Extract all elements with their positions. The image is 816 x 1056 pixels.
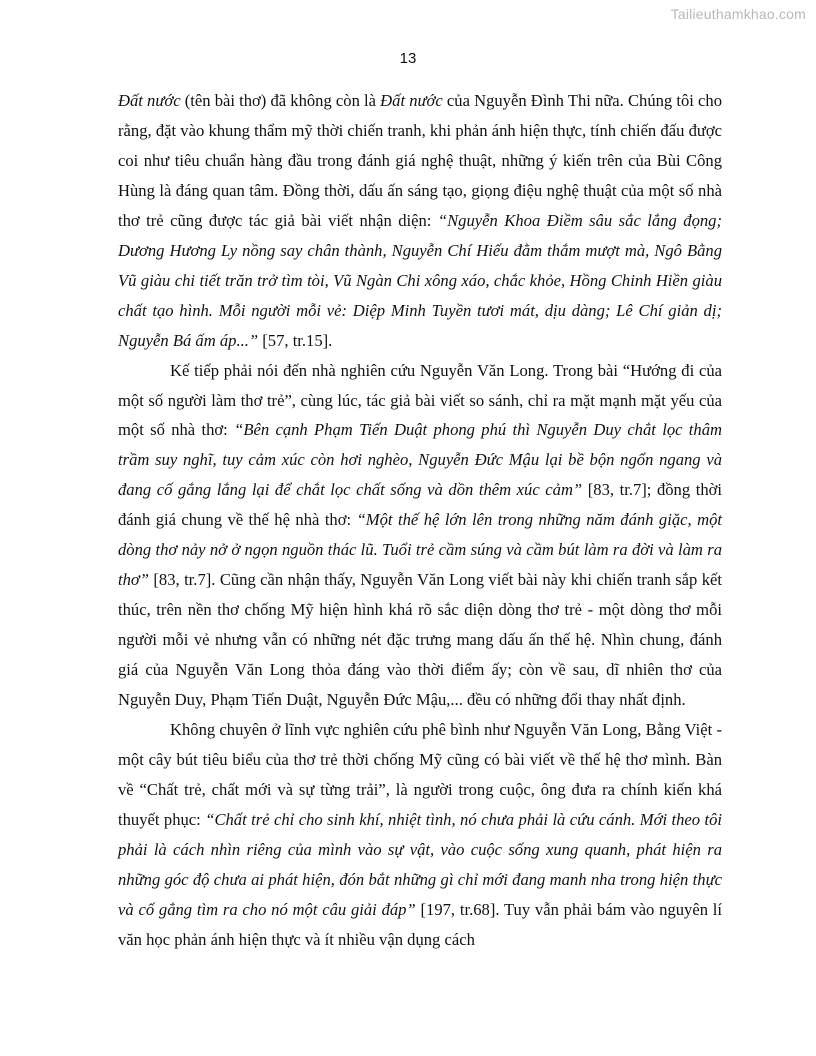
paragraph-1 (118, 86, 722, 356)
body-text (118, 86, 722, 955)
text-run: [197, tr.68]. Tuy vẫn phải bám vào nguyên lí văn học phản ánh hiện thực và ít nhiều vận dụng cách (118, 899, 723, 949)
page-number: 13 (399, 50, 417, 67)
text-run: (tên bài thơ) đã không còn là (180, 91, 381, 110)
quote-run: “Nguyễn Khoa Điềm sâu sắc lắng đọng; Dương Hương Ly nồng say chân thành, Nguyễn Chí Hiếu đằm thắm mượt mà, Ngô Bằng Vũ giàu chi tiết trăn trở tìm tòi, Vũ Ngàn Chi xông xáo, chắc khỏe, Hồng Chinh Hiền giàu chất tạo hình. Mỗi người mỗi vẻ: Diệp Minh Tuyền tươi mát, dịu dàng; Lê Chí giản dị; Nguyễn Bá ấm áp...” (118, 210, 722, 350)
paragraph-2 (118, 356, 722, 715)
quote-run: “Bên cạnh Phạm Tiến Duật phong phú thì Nguyễn Duy chắt lọc thâm trầm suy nghĩ, tuy cảm xúc còn hơi nghèo, Nguyễn Đức Mậu lại bề bộn ngổn ngang và đang cố gắng lắng lại để chắt lọc chất sống và dồn thêm xúc cảm” (118, 420, 722, 500)
text-run: [83, tr.7]; đồng thời đánh giá chung về thế hệ nhà thơ: (118, 480, 722, 530)
text-run: Đất nước (118, 91, 181, 110)
text-run: của Nguyễn Đình Thi nữa. Chúng tôi cho rằng, đặt vào khung thẩm mỹ thời chiến tranh, khi phản ánh hiện thực, tính chiến đấu được coi như tiêu chuẩn hàng đầu trong đánh giá nghệ thuật, những ý kiến trên của Bùi Công Hùng là đáng quan tâm. Đồng thời, dấu ấn sáng tạo, giọng điệu nghệ thuật của một số nhà thơ trẻ cũng được tác giả bài viết nhận diện: (118, 91, 723, 230)
watermark: Tailieuthamkhao.com (670, 6, 806, 22)
text-run: [83, tr.7]. Cũng cần nhận thấy, Nguyễn Văn Long viết bài này khi chiến tranh sắp kết thúc, trên nền thơ chống Mỹ hiện hình khá rõ sắc diện dòng thơ trẻ - một dòng thơ mỗi người mỗi vẻ nhưng vẫn có những nét đặc trưng mang dấu ấn thế hệ. Nhìn chung, đánh giá của Nguyễn Văn Long thỏa đáng vào thời điểm ấy; còn về sau, dĩ nhiên thơ của Nguyễn Duy, Phạm Tiến Duật, Nguyễn Đức Mậu,... đều có những đổi thay nhất định. (118, 570, 722, 710)
quote-run: “Một thế hệ lớn lên trong những năm đánh giặc, một dòng thơ nảy nở ở ngọn nguồn thác lũ. Tuổi trẻ cầm súng và cầm bút làm ra đời và làm ra thơ” (118, 510, 722, 590)
quote-run: “Chất trẻ chỉ cho sinh khí, nhiệt tình, nó chưa phải là cứu cánh. Mới theo tôi phải là cách nhìn riêng của mình vào sự vật, vào cuộc sống xung quanh, phát hiện ra những góc độ chưa ai phát hiện, đón bắt những gì chỉ mới đang manh nha trong hiện thực và cố gắng tìm ra cho nó một câu giải đáp” (118, 809, 722, 919)
text-run: Kế tiếp phải nói đến nhà nghiên cứu Nguyễn Văn Long. Trong bài “Hướng đi của một số người làm thơ trẻ”, cùng lúc, tác giả bài viết so sánh, chỉ ra mặt mạnh mặt yếu của một số nhà thơ: (118, 360, 722, 440)
text-run: Đất nước (380, 91, 443, 110)
text-run: Không chuyên ở lĩnh vực nghiên cứu phê bình như Nguyễn Văn Long, Bằng Việt - một cây bút tiêu biểu của thơ trẻ thời chống Mỹ cũng có bài viết về thế hệ thơ mình. Bàn về “Chất trẻ, chất mới và sự từng trải”, là người trong cuộc, ông đưa ra chính kiến khá thuyết phục: (118, 720, 722, 829)
citation-run: [57, tr.15]. (258, 330, 333, 350)
paragraph-3 (118, 715, 722, 955)
